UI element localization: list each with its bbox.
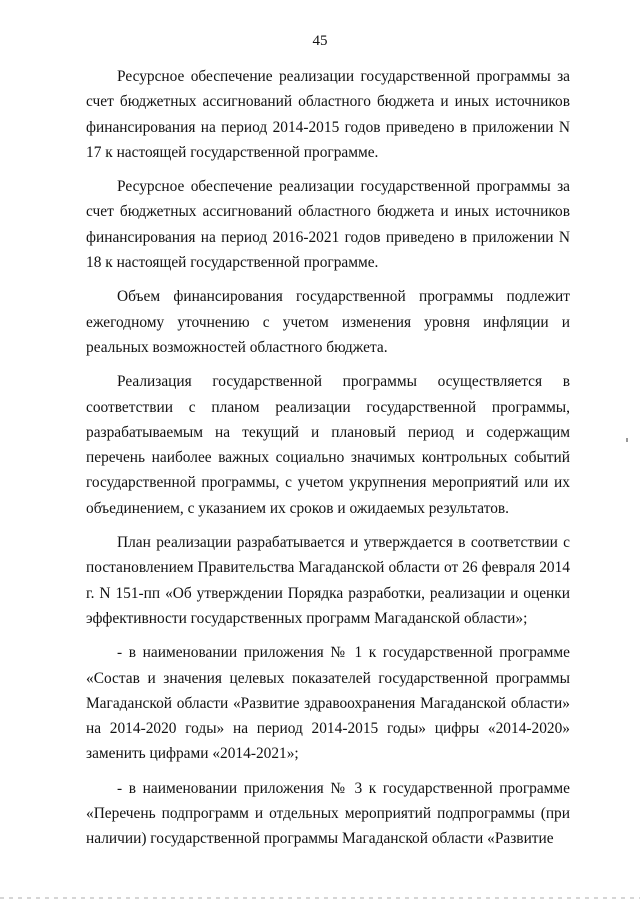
paragraph-funding-volume: Объем финансирования государственной программы подлежит ежегодному уточнению с учетом изменения уровня инфляции и реальных возможностей областного бюджета.	[86, 288, 570, 356]
scan-mark	[626, 438, 628, 442]
paragraph-appendix-1-amendment: - в наименовании приложения № 1 к государственной программе «Состав и значения целевых показателей государственной программы Магаданской области «Развитие здравоохранения Магаданской области» на 2014-2020 годы» на период 2014-2015 годы» цифры «2014-2020» заменить цифрами «2014-2021»;	[86, 644, 570, 763]
paragraph-resources-2014-2015: Ресурсное обеспечение реализации государственной программы за счет бюджетных ассигнований областного бюджета и иных источников финансирования на период 2014-2015 годов приведено в приложении N 17 к настоящей государственной программе.	[86, 68, 570, 161]
paragraph-appendix-3-amendment: - в наименовании приложения № 3 к государственной программе «Перечень подпрограмм и отдельных мероприятий подпрограммы (при наличии) государственной программы Магаданской области «Развитие	[86, 779, 570, 848]
paragraph-program-implementation: Реализация государственной программы осуществляется в соответствии с планом реализации государственной программы, разрабатываемым на текущий и плановый период и содержащим перечень наиболее важных социально значимых контрольных событий государственной программы, с учетом укрупнения мероприятий или их объединением, с указанием их сроков и ожидаемых результатов.	[86, 373, 570, 517]
page-number: 45	[312, 33, 328, 49]
scan-bottom-edge	[0, 897, 640, 899]
paragraph-resources-2016-2021: Ресурсное обеспечение реализации государственной программы за счет бюджетных ассигнований областного бюджета и иных источников финансирования на период 2016-2021 годов приведено в приложении N 18 к настоящей государственной программе.	[86, 178, 570, 272]
document-body	[86, 64, 570, 861]
paragraph-implementation-plan: План реализации разрабатывается и утверждается в соответствии с постановлением Правительства Магаданской области от 26 февраля 2014 г. N 151-пп «Об утверждении Порядка разработки, реализации и оценки эффективности государственных программ Магаданской области»;	[86, 534, 570, 627]
